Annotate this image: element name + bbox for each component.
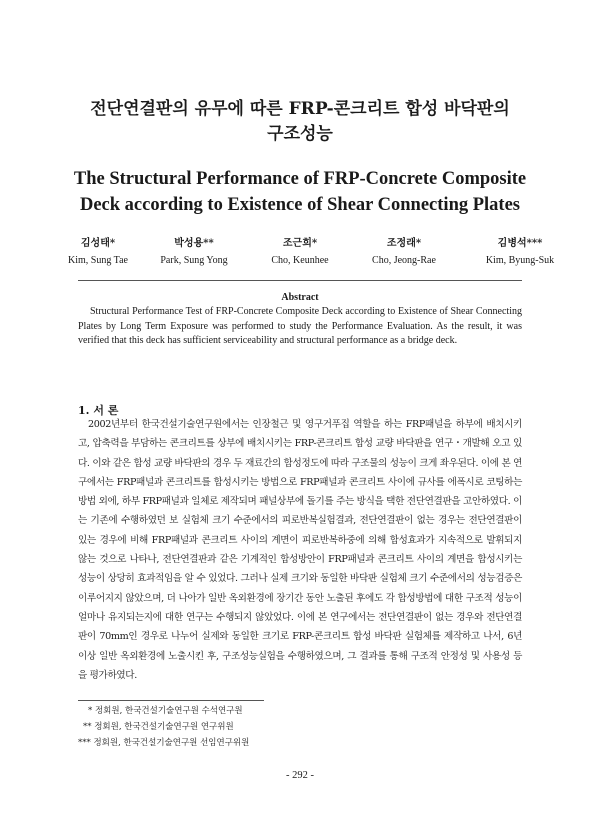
abstract-heading: Abstract: [281, 292, 319, 303]
author-name-en: Kim, Byung-Suk: [485, 255, 555, 266]
footnote: * 정회원, 한국건설기술연구원 수석연구원: [88, 706, 243, 716]
english-title-line-2: Deck according to Existence of Shear Connecting Plates: [79, 195, 520, 215]
body-paragraph: 2002년부터 한국건설기술연구원에서는 인장철근 및 영구거푸집 역할을 하는 FRP패널을 하부에 배치시키고, 압축력을 부담하는 콘크리트를 상부에 배치시키는 FRP-콘크리트 합성 교량 바닥판을 연구・개발해 오고 있다. 이와 같은 합성 교량 바닥판의 경우 두 재료간의 합성정도에 따라 구조물의 성능이 크게 좌우된다. 이에 본 연구에서는 FRP패널과 콘크리트를 합성시키는 방법으로 FRP패널과 콘크리트 사이에 규사를 에폭시로 코팅하는 방법 외에, 하부 FRP패널과 일체로 제작되며 패널상부에 돌기를 주는 방식을 택한 전단연결판을 고안하였다. 이는 기존에 수행하였던 보 실험체 크기 수준에서의 피로반복실험결과, 전단연결판이 없는 경우는 전단연결판이 있는 경우에 비해 FRP패널과 콘크리트 사이의 계면이 피로반복하중에 의해 합성효과가 지속적으로 발휘되지 않는 것으로 나타나, 전단연결판과 같은 기계적인 합성방안이 FRP패널과 콘크리트 사이의 계면을 합성시키는 성능이 상당히 효과적임을 알 수 있었다. 그러나 실제 크기와 동일한 바닥판 실험체 크기 수준에서의 성능검증은 이루어지지 않았으며, 더 나아가 일반 옥외환경에 장기간 동안 노출된 후에도 각 합성방법에 대한 구조적 성능이 얼마나 유지되는지에 대한 연구는 수행되지 않았었다. 이에 본 연구에서는 전단연결판이 없는 경우와 전단연결판이 70mm인 경우로 나누어 실제와 동일한 크기로 FRP-콘크리트 합성 바닥판 실험체를 제작하고 나서, 6년 이상 일반 옥외환경에 노출시킨 후, 구조성능실험을 수행하였으며, 그 결과를 통해 구조적 안정성 및 사용성 등을 평가하였다.: [78, 419, 522, 681]
korean-title-line-1: 전단연결판의 유무에 따른 FRP-콘크리트 합성 바닥판의: [90, 99, 510, 119]
author: [354, 237, 454, 268]
author-name-ko: 김성태*: [80, 238, 116, 249]
author: [470, 237, 570, 268]
header-divider: [78, 280, 522, 281]
author-name-en: Cho, Jeong-Rae: [372, 255, 436, 266]
author: [144, 237, 244, 268]
author-name-ko: 박성용**: [174, 238, 214, 249]
footnote: ** 정회원, 한국건설기술연구원 연구위원: [83, 722, 234, 732]
english-title-line-1: The Structural Performance of FRP-Concrete Composite: [73, 169, 527, 189]
footnote: *** 정회원, 한국건설기술연구원 선임연구위원: [78, 738, 250, 748]
author-name-en: Cho, Keunhee: [271, 255, 329, 266]
author: [250, 237, 350, 268]
author-name-en: Kim, Sung Tae: [68, 255, 128, 266]
author-name-ko: 조정래*: [386, 238, 422, 249]
abstract-text: Structural Performance Test of FRP-Concrete Composite Deck according to Existence of Shear Connecting Plates by Long Term Exposure was performed to study the Performance Evaluation. As the result, it was verified that this deck has sufficient serviceability and structural performance as a bridge deck.: [78, 306, 522, 347]
author: [48, 237, 148, 268]
author-name-ko: 김병석***: [497, 238, 543, 249]
footnotes: [78, 703, 378, 751]
korean-title-line-2: 구조성능: [267, 124, 333, 144]
section-heading: 1. 서 론: [78, 404, 119, 417]
page-number: - 292 -: [286, 770, 314, 781]
author-name-ko: 조근희*: [282, 238, 318, 249]
footnote-divider: [78, 700, 264, 701]
author-name-en: Park, Sung Yong: [160, 255, 228, 266]
